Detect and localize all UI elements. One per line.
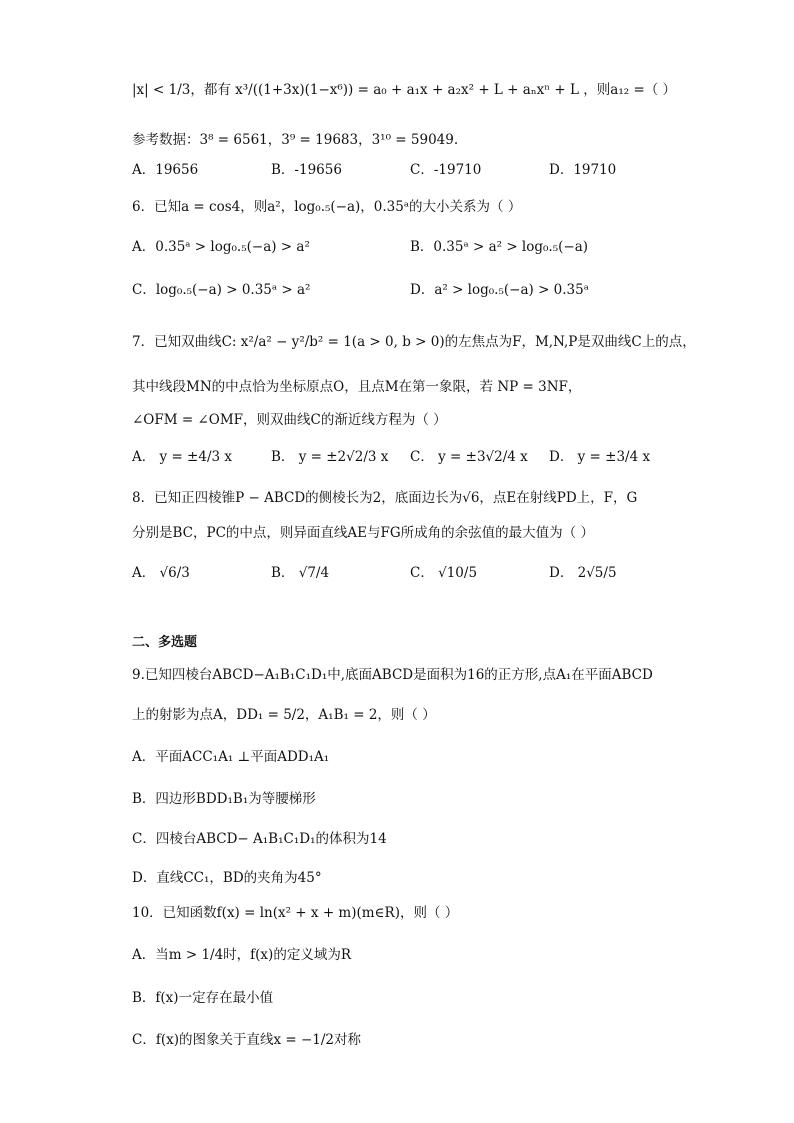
q8-option-a: A． √6/3 xyxy=(132,565,190,581)
q9-stem-line2: 上的射影为点A，DD₁ = 5/2，A₁B₁ = 2，则（ ） xyxy=(132,707,436,723)
q7-stem-line3: ∠OFM = ∠OMF，则双曲线C的渐近线方程为（ ） xyxy=(132,412,447,428)
q5-option-c: C．-19710 xyxy=(410,162,482,178)
q5-option-a: A．19656 xyxy=(132,162,199,178)
q5-option-d: D．19710 xyxy=(549,162,617,178)
q7-stem-line1: 7．已知双曲线C: x²/a² − y²/b² = 1(a > 0, b > 0)的左焦点为F，M,N,P是双曲线C上的点， xyxy=(132,334,696,350)
q10-option-b: B．f(x)一定存在最小值 xyxy=(132,990,274,1006)
q5-reference-data: 参考数据：3⁸ = 6561，3⁹ = 19683，3¹⁰ = 59049. xyxy=(132,132,459,148)
q9-option-c: C．四棱台ABCD− A₁B₁C₁D₁的体积为14 xyxy=(132,831,387,847)
q7-option-d: D． y = ±3/4 x xyxy=(549,449,651,465)
q6-option-d: D．a² > log₀.₅(−a) > 0.35ᵃ xyxy=(410,282,589,298)
q7-option-b: B． y = ±2√2/3 x xyxy=(271,449,389,465)
q6-option-a: A．0.35ᵃ > log₀.₅(−a) > a² xyxy=(132,239,310,255)
q9-stem-line1: 9.已知四棱台ABCD−A₁B₁C₁D₁中,底面ABCD是面积为16的正方形,点A₁在平面ABCD xyxy=(132,667,653,683)
q6-option-b: B．0.35ᵃ > a² > log₀.₅(−a) xyxy=(410,239,589,255)
section-heading-multiple-choice: 二、多选题 xyxy=(132,635,198,650)
q9-option-a: A．平面ACC₁A₁ ⊥平面ADD₁A₁ xyxy=(132,749,330,765)
q9-option-b: B．四边形BDD₁B₁为等腰梯形 xyxy=(132,791,316,807)
q6-option-c: C．log₀.₅(−a) > 0.35ᵃ > a² xyxy=(132,282,311,298)
q8-option-d: D． 2√5/5 xyxy=(549,565,617,581)
q7-stem-line2: 其中线段MN的中点恰为坐标原点O，且点M在第一象限，若 NP = 3NF， xyxy=(132,379,582,395)
q10-option-c: C．f(x)的图象关于直线x = −1/2对称 xyxy=(132,1032,362,1048)
q8-stem-line1: 8．已知正四棱锥P − ABCD的侧棱长为2，底面边长为√6，点E在射线PD上，F，G xyxy=(132,490,638,506)
q5-condition: |x| < 1/3，都有 x³/((1+3x)(1−x⁶)) = a₀ + a₁x + a₂x² + L + aₙxⁿ + L ，则a₁₂ =（ ） xyxy=(132,82,677,98)
q5-option-b: B．-19656 xyxy=(271,162,342,178)
q8-option-c: C． √10/5 xyxy=(410,565,478,581)
q10-stem: 10．已知函数f(x) = ln(x² + x + m)(m∈R)，则（ ） xyxy=(132,905,459,921)
q6-stem: 6．已知a = cos4，则a²，log₀.₅(−a)，0.35ᵃ的大小关系为（ ） xyxy=(132,199,522,215)
q8-option-b: B． √7/4 xyxy=(271,565,330,581)
q10-option-a: A．当m > 1/4时，f(x)的定义域为R xyxy=(132,947,351,963)
q7-option-a: A． y = ±4/3 x xyxy=(132,449,233,465)
q8-stem-line2: 分别是BC，PC的中点，则异面直线AE与FG所成角的余弦值的最大值为（ ） xyxy=(132,525,594,541)
q9-option-d: D．直线CC₁，BD的夹角为45° xyxy=(132,870,322,886)
q7-option-c: C． y = ±3√2/4 x xyxy=(410,449,528,465)
